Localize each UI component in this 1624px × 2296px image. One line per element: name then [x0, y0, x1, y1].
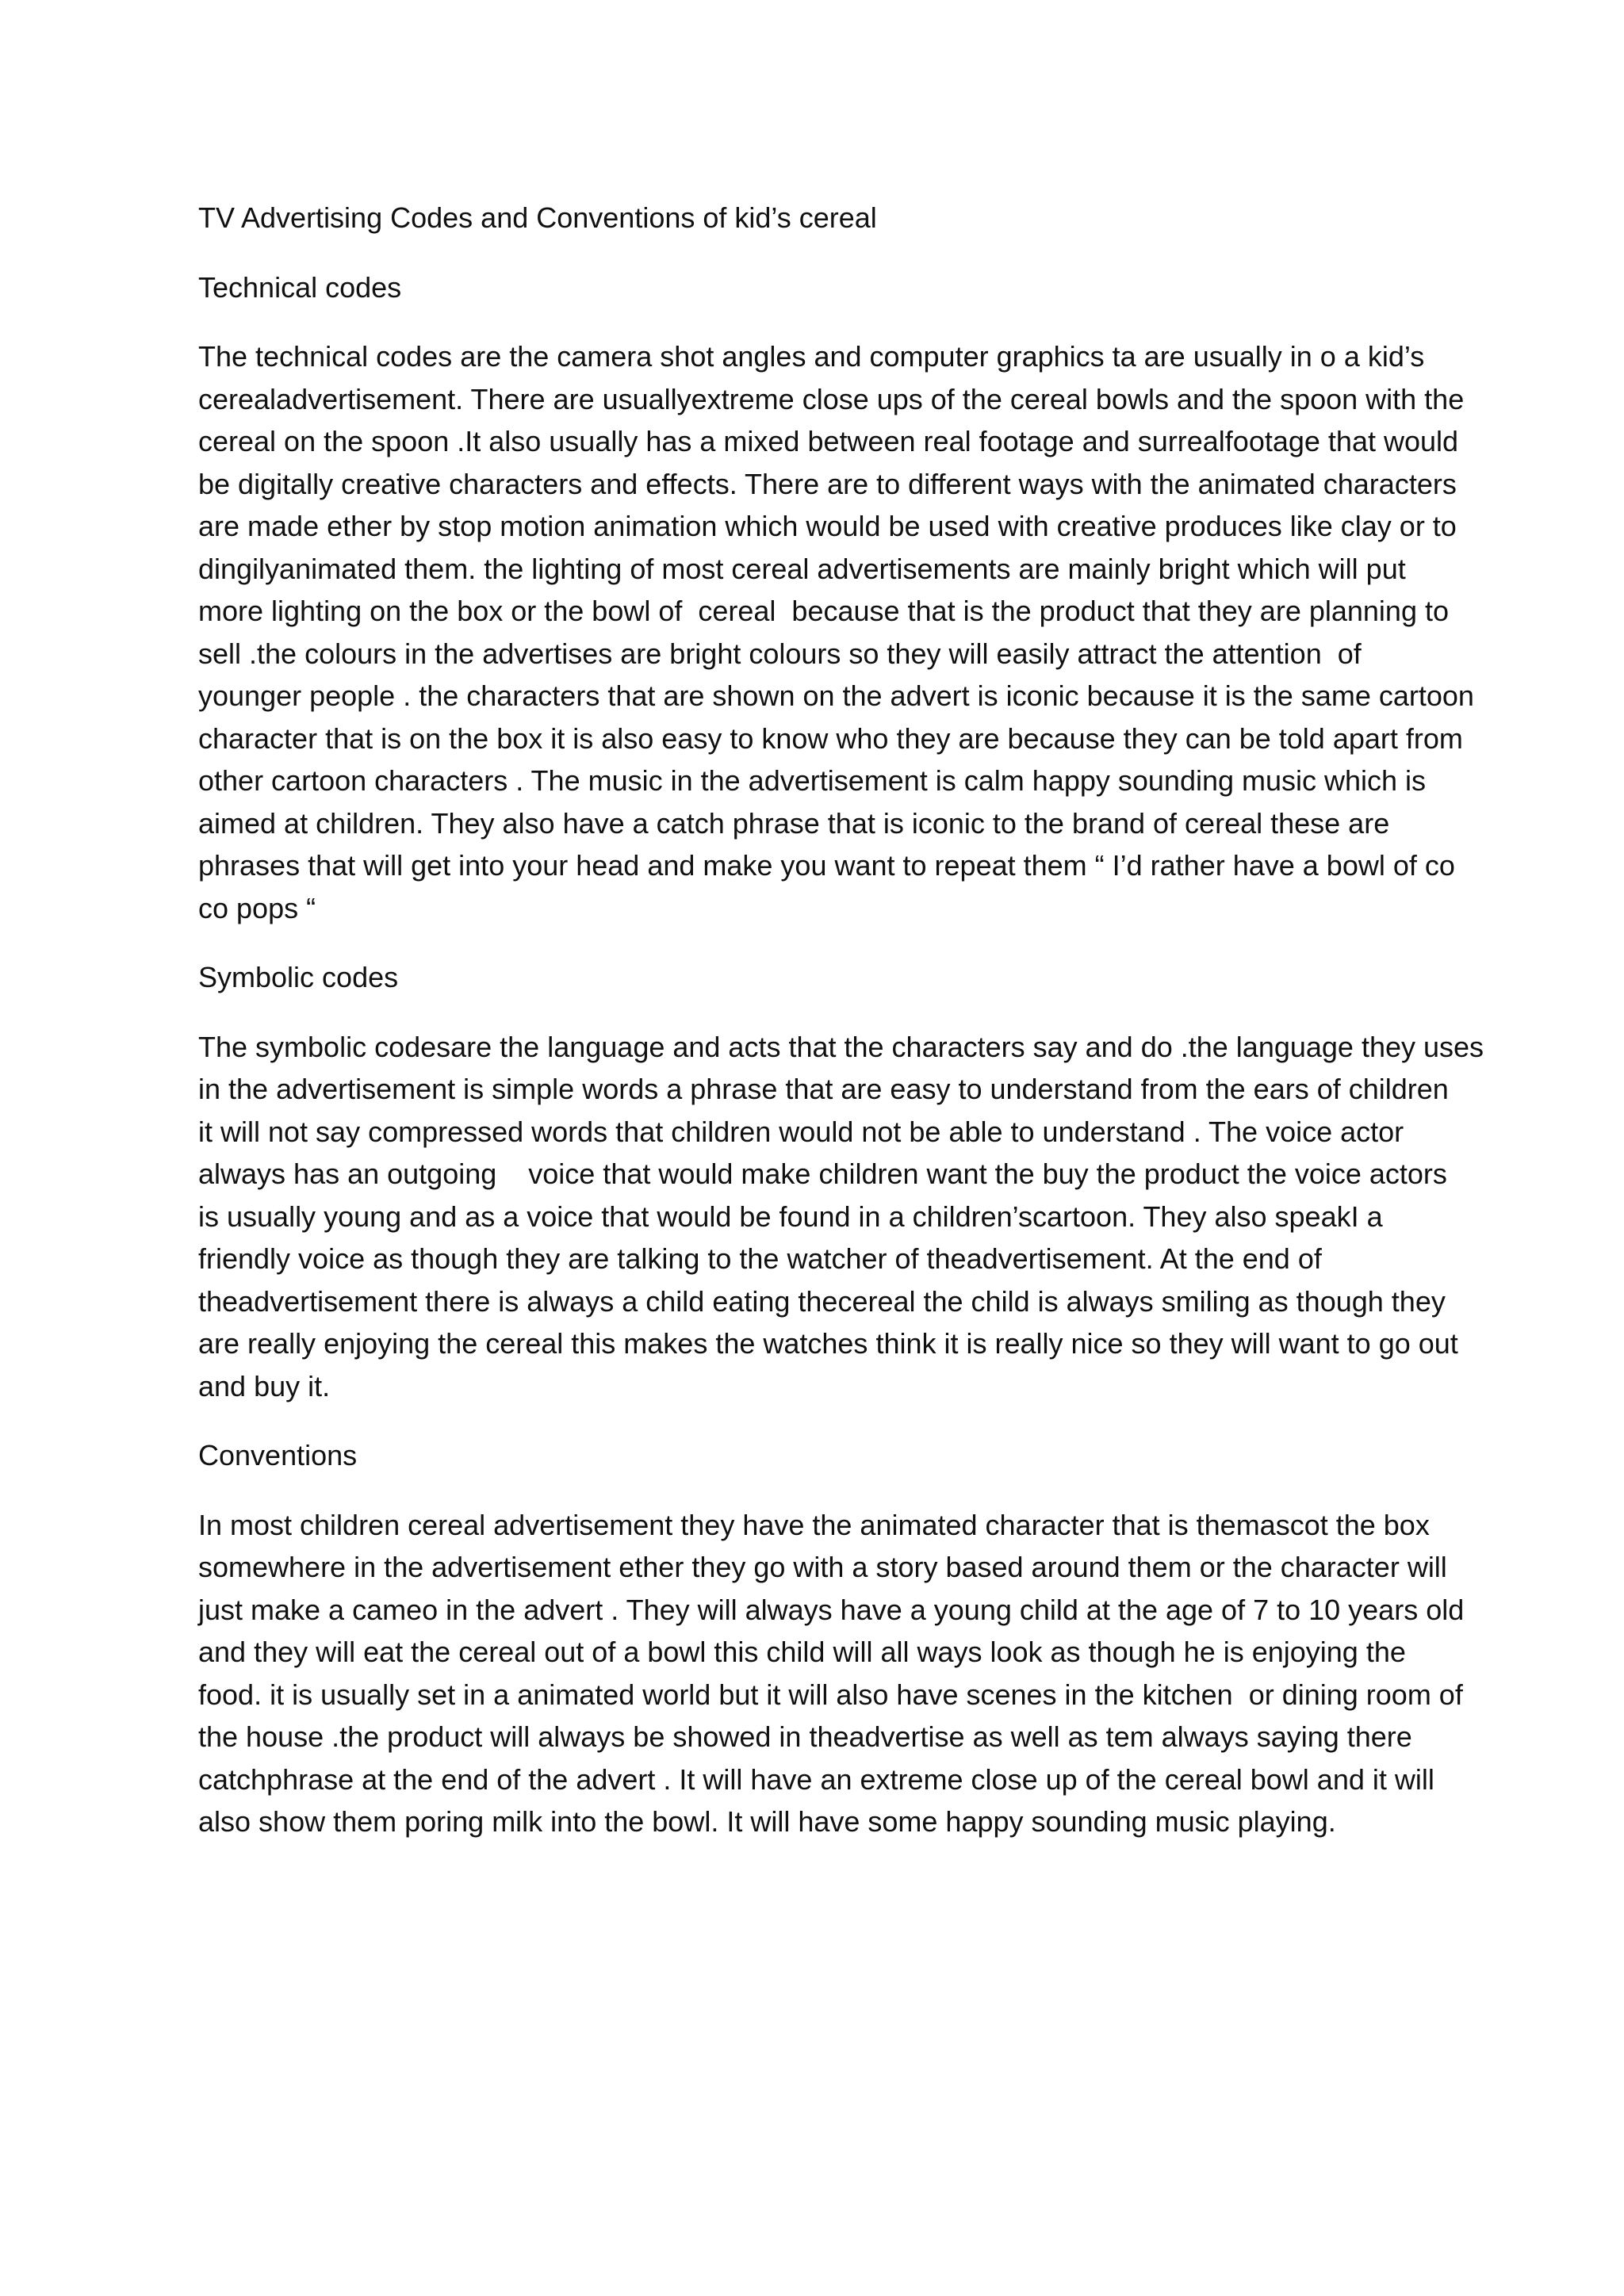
text-line: food. it is usually set in a animated world but it will also have scenes in the kitchen or dining room of [198, 1678, 1463, 1711]
text-line: cerealadvertisement. There are usuallyextreme close ups of the cereal bowls and the spoon with the [198, 382, 1465, 415]
text-line: theadvertisement there is always a child eating thecereal the child is always smiling as though they [198, 1284, 1446, 1318]
section-heading-text: Symbolic codes [198, 961, 399, 993]
paragraph-symbolic-codes [198, 1026, 1484, 1408]
section-heading-text: Conventions [198, 1439, 358, 1471]
text-line: are made ether by stop motion animation which would be used with creative produces like clay or to [198, 510, 1457, 542]
paragraph-conventions [198, 1504, 1465, 1843]
text-line: phrases that will get into your head and make you want to repeat them “ I’d rather have a bowl of co [198, 849, 1455, 882]
text-line: just make a cameo in the advert . They will always have a young child at the age of 7 to 10 years old [198, 1593, 1465, 1626]
text-line: co pops “ [198, 891, 316, 924]
section-heading-conventions [198, 1434, 1451, 1477]
text-line: always has an outgoing voice that would make children want the buy the product the voice actors [198, 1158, 1447, 1190]
text-line: and they will eat the cereal out of a bowl this child will all ways look as though he is enjoying the [198, 1636, 1406, 1668]
text-line: friendly voice as though they are talking to the watcher of theadvertisement. At the end of [198, 1242, 1322, 1275]
text-line: it will not say compressed words that children would not be able to understand . The voice actor [198, 1115, 1404, 1148]
text-line: dingilyanimated them. the lighting of most cereal advertisements are mainly bright which will put [198, 552, 1406, 585]
document-title [198, 197, 1451, 239]
text-line: other cartoon characters . The music in the advertisement is calm happy sounding music which is [198, 764, 1427, 797]
text-line: the house .the product will always be showed in theadvertise as well as tem always saying there [198, 1720, 1412, 1753]
section-heading-technical-codes [198, 266, 1451, 309]
text-line: younger people . the characters that are shown on the advert is iconic because it is the same cartoon [198, 679, 1474, 712]
section-heading-text: Technical codes [198, 270, 402, 304]
text-line: more lighting on the box or the bowl of cereal because that is the product that they are planning to [198, 595, 1449, 627]
text-line: The technical codes are the camera shot angles and computer graphics ta are usually in o a kid’s [198, 340, 1425, 373]
text-line: In most children cereal advertisement they have the animated character that is themascot the box [198, 1508, 1430, 1541]
text-line: be digitally creative characters and effects. There are to different ways with the animated characters [198, 467, 1457, 500]
document-title-text: TV Advertising Codes and Conventions of kid’s cereal [198, 201, 877, 234]
text-line: The symbolic codesare the language and acts that the characters say and do .the language they uses [198, 1030, 1484, 1063]
text-line: cereal on the spoon .It also usually has a mixed between real footage and surrealfootage that would [198, 425, 1459, 457]
paragraph-technical-codes [198, 335, 1474, 929]
text-line: is usually young and as a voice that would be found in a children’scartoon. They also speakI a [198, 1200, 1383, 1233]
text-line: aimed at children. They also have a catch phrase that is iconic to the brand of cereal these are [198, 806, 1390, 840]
text-line: are really enjoying the cereal this makes the watches think it is really nice so they will want to go out [198, 1327, 1458, 1360]
text-line: catchphrase at the end of the advert . It will have an extreme close up of the cereal bowl and it will [198, 1762, 1434, 1796]
section-heading-symbolic-codes [198, 956, 1451, 999]
text-line: also show them poring milk into the bowl. It will have some happy sounding music playing. [198, 1805, 1336, 1838]
text-line: in the advertisement is simple words a phrase that are easy to understand from the ears of children [198, 1073, 1449, 1105]
text-line: and buy it. [198, 1369, 331, 1402]
document-body [198, 197, 1484, 1870]
text-line: sell .the colours in the advertises are bright colours so they will easily attract the attention of [198, 637, 1362, 670]
text-line: somewhere in the advertisement ether they go with a story based around them or the character will [198, 1551, 1447, 1583]
text-line: character that is on the box it is also easy to know who they are because they can be told apart from [198, 721, 1463, 755]
